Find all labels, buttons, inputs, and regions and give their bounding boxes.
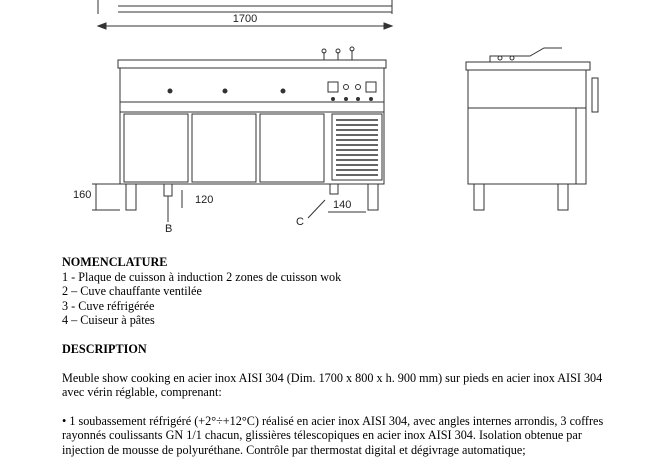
- nomenclature-item: 1 - Plaque de cuisson à induction 2 zones de cuisson wok: [62, 269, 342, 284]
- foot-dimension-label: 120: [195, 194, 214, 206]
- callout-b-label: B: [165, 223, 173, 235]
- nomenclature-item: 3 - Cuve réfrigérée: [62, 298, 155, 313]
- nomenclature-heading: NOMENCLATURE: [62, 255, 168, 269]
- document-text: [62, 255, 607, 458]
- description-bullet: • 1 soubassement réfrigéré (+2°÷+12°C) réalisé en acier inox AISI 304, avec angles internes arrondis, 3 coffres rayonnés coulissants GN 1/1 chacun, glissières télescopiques en acier inox AISI 304. Isolation obtenue par injection de mousse de polyuréthane. Contrôle par thermostat digital et dégivrage automatique;: [62, 413, 604, 457]
- vent-grille: [336, 120, 378, 175]
- side-elevation: [466, 48, 598, 210]
- width-dimension-label: 1700: [232, 13, 258, 25]
- description-heading: DESCRIPTION: [62, 341, 147, 356]
- front-elevation: [118, 47, 386, 184]
- nomenclature-item: 2 – Cuve chauffante ventilée: [62, 284, 202, 299]
- description-intro: Meuble show cooking en acier inox AISI 304 (Dim. 1700 x 800 x h. 900 mm) sur pieds en acier inox AISI 304 avec vérin réglable, comprenant:: [62, 370, 603, 400]
- wheel-dimension-label: 140: [333, 199, 352, 211]
- nomenclature-item: 4 – Cuiseur à pâtes: [62, 313, 155, 328]
- leg-height-label: 160: [73, 189, 92, 201]
- callout-c-label: C: [296, 216, 304, 228]
